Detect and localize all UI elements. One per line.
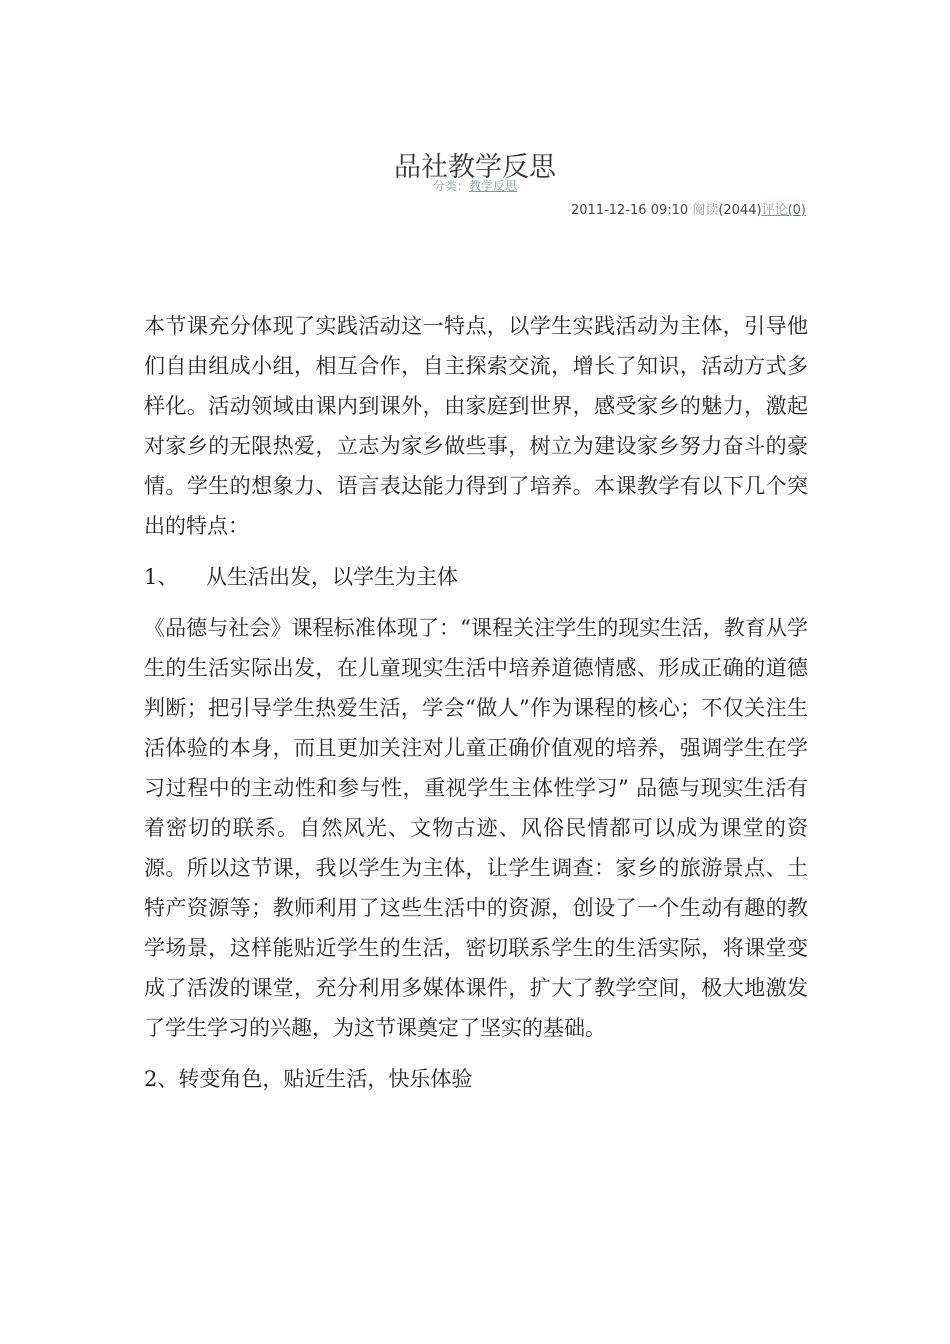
category-line	[0, 177, 950, 195]
category-link[interactable]: 教学反思	[469, 179, 518, 193]
section-heading-1	[144, 557, 808, 597]
read-count: (2044)	[718, 203, 762, 218]
read-label: 阅读	[692, 203, 719, 218]
post-date: 2011-12-16 09:10	[571, 203, 689, 218]
section-title-1: 从生活出发，以学生为主体	[206, 565, 458, 589]
post-meta	[571, 201, 806, 221]
comment-link[interactable]: 评论	[761, 203, 788, 218]
section-heading-2: 2、转变角色，贴近生活，快乐体验	[144, 1067, 473, 1091]
comment-count-link[interactable]: (0)	[787, 203, 806, 218]
intro-paragraph: 本节课充分体现了实践活动这一特点，以学生实践活动为主体，引导他们自由组成小组，相互合作，自主探索交流，增长了知识，活动方式多样化。活动领域由课内到课外，由家庭到世界，感受家乡的魅力，激起对家乡的无限热爱，立志为家乡做些事，树立为建设家乡努力奋斗的豪情。学生的想象力、语言表达能力得到了培养。本课教学有以下几个突出的特点：	[144, 314, 808, 538]
section-paragraph-1: 《品德与社会》课程标准体现了：“课程关注学生的现实生活，教育从学生的生活实际出发，在儿童现实生活中培养道德情感、形成正确的道德判断；把引导学生热爱生活，学会“做人”作为课程的核心；不仅关注生活体验的本身，而且更加关注对儿童正确价值观的培养，强调学生在学习过程中的主动性和参与性，重视学生主体性学习” 品德与现实生活有着密切的联系。自然风光、文物古迹、风俗民情都可以成为课堂的资源。所以这节课，我以学生为主体，让学生调查：家乡的旅游景点、土特产资源等；教师利用了这些生活中的资源，创设了一个生动有趣的教学场景，这样能贴近学生的生活，密切联系学生的生活实际，将课堂变成了活泼的课堂，充分利用多媒体课件，扩大了教学空间，极大地激发了学生学习的兴趣，为这节课奠定了坚实的基础。	[144, 616, 808, 1040]
category-label: 分类：	[432, 179, 469, 193]
article-body	[144, 306, 808, 1110]
section-number-1: 1、	[144, 565, 179, 589]
page-title: 品社教学反思	[394, 152, 556, 184]
